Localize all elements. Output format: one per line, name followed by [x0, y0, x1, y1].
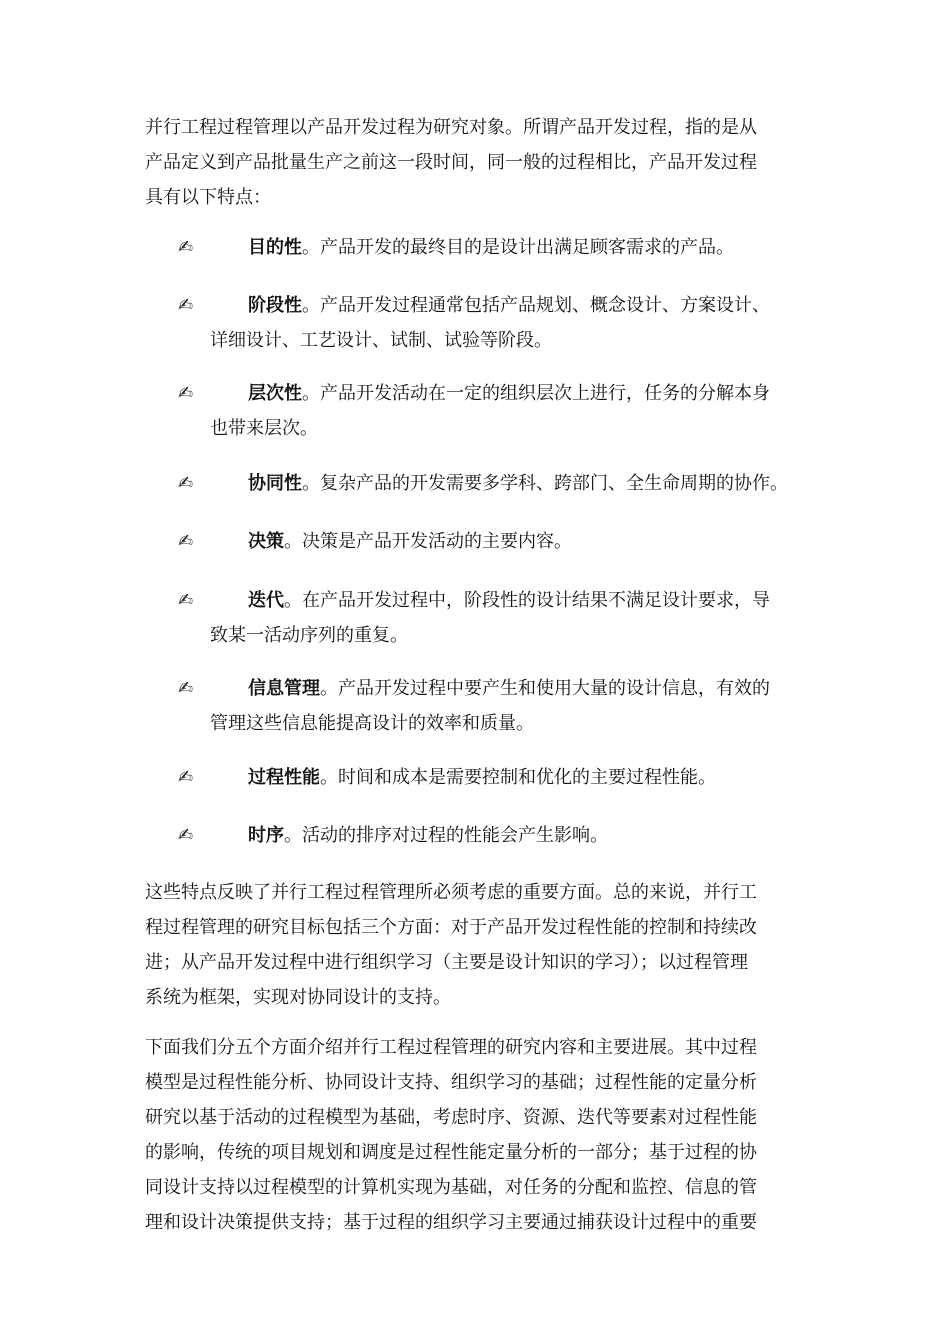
feature-term: 层次性 — [248, 383, 302, 404]
feature-description-continued: 管理这些信息能提高设计的效率和质量。 — [210, 713, 534, 734]
writing-hand-icon: ✍ — [178, 590, 194, 611]
text-line: 研究以基于活动的过程模型为基础，考虑时序、资源、迭代等要素对过程性能 — [145, 1107, 757, 1128]
feature-description-continued: 致某一活动序列的重复。 — [210, 625, 408, 646]
feature-description: 。产品开发过程中要产生和使用大量的设计信息，有效的 — [320, 678, 770, 699]
feature-term: 迭代 — [248, 590, 284, 611]
feature-description: 。决策是产品开发活动的主要内容。 — [284, 531, 572, 552]
writing-hand-icon: ✍ — [178, 678, 194, 699]
feature-term: 阶段性 — [248, 295, 302, 316]
feature-term: 过程性能 — [248, 767, 320, 788]
text-line: 具有以下特点： — [145, 187, 271, 208]
feature-description: 。时间和成本是需要控制和优化的主要过程性能。 — [320, 767, 716, 788]
feature-description: 。在产品开发过程中，阶段性的设计结果不满足设计要求，导 — [284, 590, 770, 611]
feature-description-continued: 详细设计、工艺设计、试制、试验等阶段。 — [210, 330, 552, 351]
text-line: 这些特点反映了并行工程过程管理所必须考虑的重要方面。总的来说，并行工 — [145, 882, 757, 903]
writing-hand-icon: ✍ — [178, 767, 194, 788]
text-line: 产品定义到产品批量生产之前这一段时间，同一般的过程相比，产品开发过程 — [145, 152, 757, 173]
writing-hand-icon: ✍ — [178, 531, 194, 552]
writing-hand-icon: ✍ — [178, 383, 194, 404]
summary-paragraph — [145, 875, 805, 1015]
feature-term: 信息管理 — [248, 678, 320, 699]
writing-hand-icon: ✍ — [178, 473, 194, 494]
feature-term: 目的性 — [248, 237, 302, 258]
feature-description: 。复杂产品的开发需要多学科、跨部门、全生命周期的协作。 — [302, 473, 788, 494]
text-line: 模型是过程性能分析、协同设计支持、组织学习的基础；过程性能的定量分析 — [145, 1072, 757, 1093]
text-line: 同设计支持以过程模型的计算机实现为基础，对任务的分配和监控、信息的管 — [145, 1177, 757, 1198]
text-line: 下面我们分五个方面介绍并行工程过程管理的研究内容和主要进展。其中过程 — [145, 1037, 757, 1058]
feature-description-continued: 也带来层次。 — [210, 418, 318, 439]
feature-term: 时序 — [248, 825, 284, 846]
text-line: 系统为框架，实现对协同设计的支持。 — [145, 987, 451, 1008]
writing-hand-icon: ✍ — [178, 237, 194, 258]
feature-term: 协同性 — [248, 473, 302, 494]
text-line: 程过程管理的研究目标包括三个方面：对于产品开发过程性能的控制和持续改 — [145, 917, 757, 938]
feature-description: 。活动的排序对过程的性能会产生影响。 — [284, 825, 608, 846]
text-line: 并行工程过程管理以产品开发过程为研究对象。所谓产品开发过程，指的是从 — [145, 117, 757, 138]
text-line: 进；从产品开发过程中进行组织学习（主要是设计知识的学习）；以过程管理 — [145, 952, 748, 973]
writing-hand-icon: ✍ — [178, 825, 194, 846]
text-line: 理和设计决策提供支持；基于过程的组织学习主要通过捕获设计过程中的重要 — [145, 1212, 757, 1233]
feature-description: 。产品开发过程通常包括产品规划、概念设计、方案设计、 — [302, 295, 770, 316]
feature-term: 决策 — [248, 531, 284, 552]
text-line: 的影响，传统的项目规划和调度是过程性能定量分析的一部分；基于过程的协 — [145, 1142, 757, 1163]
feature-description: 。产品开发活动在一定的组织层次上进行，任务的分解本身 — [302, 383, 770, 404]
overview-paragraph — [145, 1030, 805, 1240]
intro-paragraph — [145, 110, 805, 215]
feature-description: 。产品开发的最终目的是设计出满足顾客需求的产品。 — [302, 237, 734, 258]
writing-hand-icon: ✍ — [178, 295, 194, 316]
